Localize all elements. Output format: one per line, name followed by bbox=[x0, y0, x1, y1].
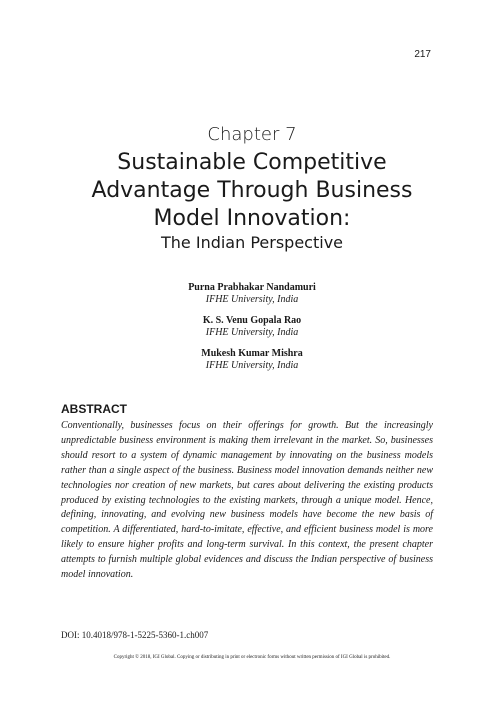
author-name: Purna Prabhakar Nandamuri bbox=[188, 282, 316, 293]
author-affiliation: IFHE University, India bbox=[205, 360, 299, 371]
author-list bbox=[0, 282, 504, 381]
copyright-notice: Copyright © 2018, IGI Global. Copying or distributing in print or electronic forms without written permission of IGI Global is prohibited. bbox=[113, 655, 391, 660]
author-entry bbox=[0, 348, 504, 372]
chapter-subtitle: The Indian Perspective bbox=[161, 233, 343, 252]
page-number: 217 bbox=[414, 49, 431, 60]
abstract-heading: ABSTRACT bbox=[61, 402, 127, 416]
chapter-title bbox=[60, 149, 444, 233]
doi: DOI: 10.4018/978-1-5225-5360-1.ch007 bbox=[61, 630, 209, 640]
author-entry bbox=[0, 282, 504, 306]
title-line: Advantage Through Business bbox=[91, 178, 413, 203]
title-line: Sustainable Competitive bbox=[117, 150, 387, 175]
author-affiliation: IFHE University, India bbox=[205, 327, 299, 338]
author-affiliation: IFHE University, India bbox=[205, 294, 299, 305]
author-entry bbox=[0, 315, 504, 339]
author-name: Mukesh Kumar Mishra bbox=[201, 348, 303, 359]
chapter-label: Chapter 7 bbox=[207, 124, 297, 145]
title-line: Model Innovation: bbox=[153, 206, 351, 231]
abstract-text: Conventionally, businesses focus on their offerings for growth. But the increasingly unpredictable business environment is making them irrelevant in the market. So, businesses should resort to a system of dynamic management by innovating on the business models rather than a single aspect of the business. Business model innovation demands neither new technologies nor creation of new markets, but cares about delivering the existing products produced by existing technologies to the existing markets, through a unique model. Hence, defining, innovating, and evolving new business models have become the new basis of competition. A differentiated, hard-to-imitate, effective, and efficient business model is more likely to ensure higher profits and long-term survival. In this context, the present chapter attempts to furnish multiple global evidences and discuss the Indian perspective of business model innovation. bbox=[61, 420, 433, 581]
author-name: K. S. Venu Gopala Rao bbox=[202, 315, 302, 326]
